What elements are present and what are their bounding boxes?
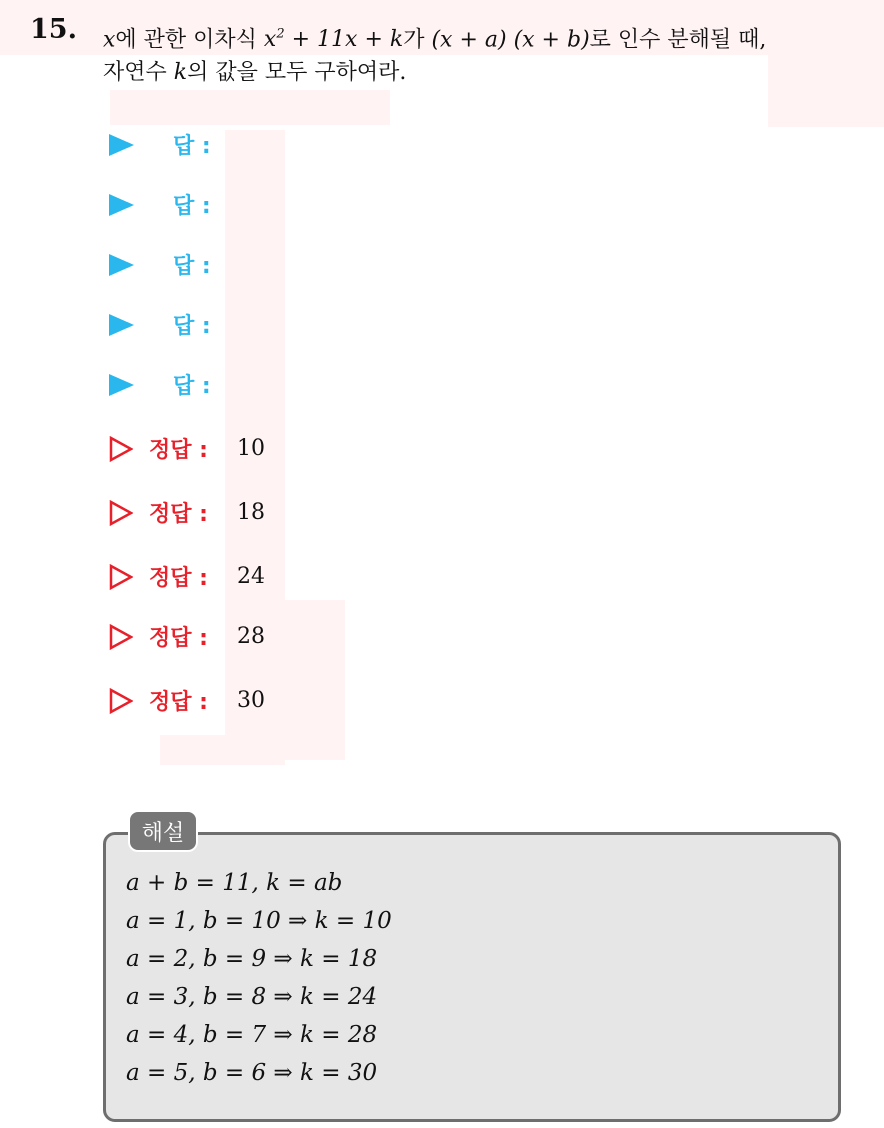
variable-k: k (173, 60, 188, 86)
question-text-part: 자연수 (103, 60, 167, 86)
play-triangle-icon (109, 374, 134, 396)
play-triangle-icon (109, 194, 134, 216)
play-triangle-icon (109, 134, 134, 156)
solution-line (126, 1054, 726, 1092)
question-line-1 (103, 18, 873, 56)
expression-main: $x^2 + 11x + k$ (263, 27, 404, 53)
solution-line (126, 940, 726, 978)
outline-triangle-icon (109, 500, 133, 526)
question-text-part: 로 인수 분해될 때, (589, 27, 767, 53)
background-block (160, 735, 285, 765)
variable-x: x (103, 27, 116, 53)
outline-triangle-icon (109, 688, 133, 714)
solution-line (126, 864, 726, 902)
correct-answer-label: 정답 : (149, 438, 208, 463)
question-number: 15. (30, 14, 77, 45)
solution-line-text: a = 2, b = 9 ⇒ k = 18 (126, 946, 378, 972)
solution-line (126, 1016, 726, 1054)
answer-label: 답 : (173, 254, 211, 279)
play-triangle-icon (109, 314, 134, 336)
correct-answer-label: 정답 : (149, 626, 208, 651)
solution-line-text: a = 5, b = 6 ⇒ k = 30 (126, 1060, 378, 1086)
correct-answer-value: 10 (237, 436, 265, 461)
correct-answer-value: 30 (237, 688, 265, 713)
answer-label: 답 : (173, 194, 211, 219)
play-triangle-icon (109, 254, 134, 276)
correct-answer-value: 24 (237, 564, 265, 589)
background-block (110, 90, 390, 125)
outline-triangle-icon (109, 436, 133, 462)
question-text (103, 18, 873, 89)
solution-tab: 해설 (128, 810, 198, 852)
answer-label: 답 : (173, 314, 211, 339)
solution-line-text: a = 4, b = 7 ⇒ k = 28 (126, 1022, 378, 1048)
correct-answer-label: 정답 : (149, 502, 208, 527)
outline-triangle-icon (109, 564, 133, 590)
question-text-part: 가 (403, 27, 425, 53)
outline-triangle-icon (109, 624, 133, 650)
question-line-2 (103, 56, 873, 89)
background-block (285, 600, 345, 760)
solution-line-text: a + b = 11, k = ab (126, 870, 343, 896)
question-text-part: 의 값을 모두 구하여라. (187, 60, 407, 86)
solution-line-text: a = 1, b = 10 ⇒ k = 10 (126, 908, 392, 934)
answer-label: 답 : (173, 134, 211, 159)
question-text-part: 에 관한 이차식 (115, 27, 257, 53)
correct-answer-label: 정답 : (149, 690, 208, 715)
solution-lines (126, 864, 726, 1092)
correct-answer-value: 28 (237, 624, 265, 649)
solution-line (126, 902, 726, 940)
factor-expression: (x + a) (x + b) (431, 27, 590, 53)
solution-line-text: a = 3, b = 8 ⇒ k = 24 (126, 984, 378, 1010)
correct-answer-label: 정답 : (149, 566, 208, 591)
answer-label: 답 : (173, 374, 211, 399)
solution-line (126, 978, 726, 1016)
correct-answer-value: 18 (237, 500, 265, 525)
